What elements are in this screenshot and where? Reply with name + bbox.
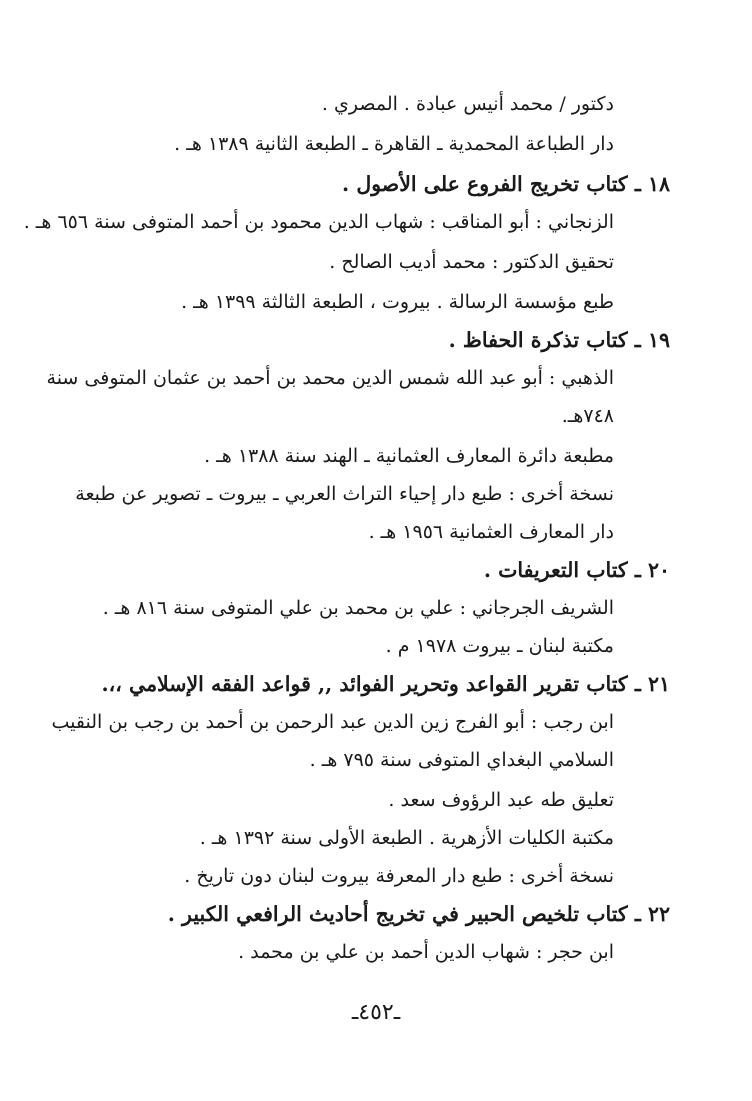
entry-18-publisher: طبع مؤسسة الرسالة . بيروت ، الطبعة الثالثة ١٣٩٩ هـ .: [181, 291, 614, 313]
entry-21-alt-edition: نسخة أخرى : طبع دار المعرفة بيروت لبنان دون تاريخ .: [184, 865, 614, 887]
entry-19-alt-edition-line1: نسخة أخرى : طبع دار إحياء التراث العربي ـ بيروت ـ تصوير عن طبعة: [75, 483, 614, 505]
entry-18-heading: ١٨ ـ كتاب تخريج الفروع على الأصول .: [342, 172, 670, 196]
entry-20-publisher: مكتبة لبنان ـ بيروت ١٩٧٨ م .: [385, 635, 614, 657]
entry-22-author: ابن حجر : شهاب الدين أحمد بن علي بن محمد .: [238, 941, 614, 963]
entry-18-editor: تحقيق الدكتور : محمد أديب الصالح .: [329, 251, 614, 273]
entry-20-heading: ٢٠ ـ كتاب التعريفات .: [483, 558, 670, 582]
entry-19-publisher: مطبعة دائرة المعارف العثمانية ـ الهند سنة ١٣٨٨ هـ .: [204, 445, 614, 467]
entry-19-author-line2: ٧٤٨هـ.: [561, 405, 614, 427]
text-line-2: دار الطباعة المحمدية ـ القاهرة ـ الطبعة الثانية ١٣٨٩ هـ .: [174, 133, 614, 155]
entry-21-author-line1: ابن رجب : أبو الفرج زين الدين عبد الرحمن بن أحمد بن رجب بن النقيب: [51, 711, 614, 733]
entry-22-heading: ٢٢ ـ كتاب تلخيص الحبير في تخريج أحاديث الرافعي الكبير .: [167, 902, 670, 926]
entry-21-commentary: تعليق طه عبد الرؤوف سعد .: [388, 789, 614, 811]
entry-21-author-line2: السلامي البغداي المتوفى سنة ٧٩٥ هـ .: [309, 749, 614, 771]
entry-21-heading: ٢١ ـ كتاب تقرير القواعد وتحرير الفوائد ,, قواعد الفقه الإسلامي ،،.: [101, 672, 670, 696]
page-number: ـ٤٥٢ـ: [351, 1000, 401, 1025]
entry-21-publisher: مكتبة الكليات الأزهرية . الطبعة الأولى سنة ١٣٩٢ هـ .: [199, 827, 614, 849]
entry-19-alt-edition-line2: دار المعارف العثمانية ١٩٥٦ هـ .: [368, 521, 614, 543]
entry-19-heading: ١٩ ـ كتاب تذكرة الحفاظ .: [448, 328, 670, 352]
entry-18-author: الزنجاني : أبو المناقب : شهاب الدين محمود بن أحمد المتوفى سنة ٦٥٦ هـ .: [23, 211, 614, 233]
text-line-1: دكتور / محمد أنيس عبادة . المصري .: [321, 93, 614, 115]
entry-20-author: الشريف الجرجاني : علي بن محمد بن علي المتوفى سنة ٨١٦ هـ .: [102, 597, 614, 619]
entry-19-author-line1: الذهبي : أبو عبد الله شمس الدين محمد بن أحمد بن عثمان المتوفى سنة: [46, 367, 614, 389]
